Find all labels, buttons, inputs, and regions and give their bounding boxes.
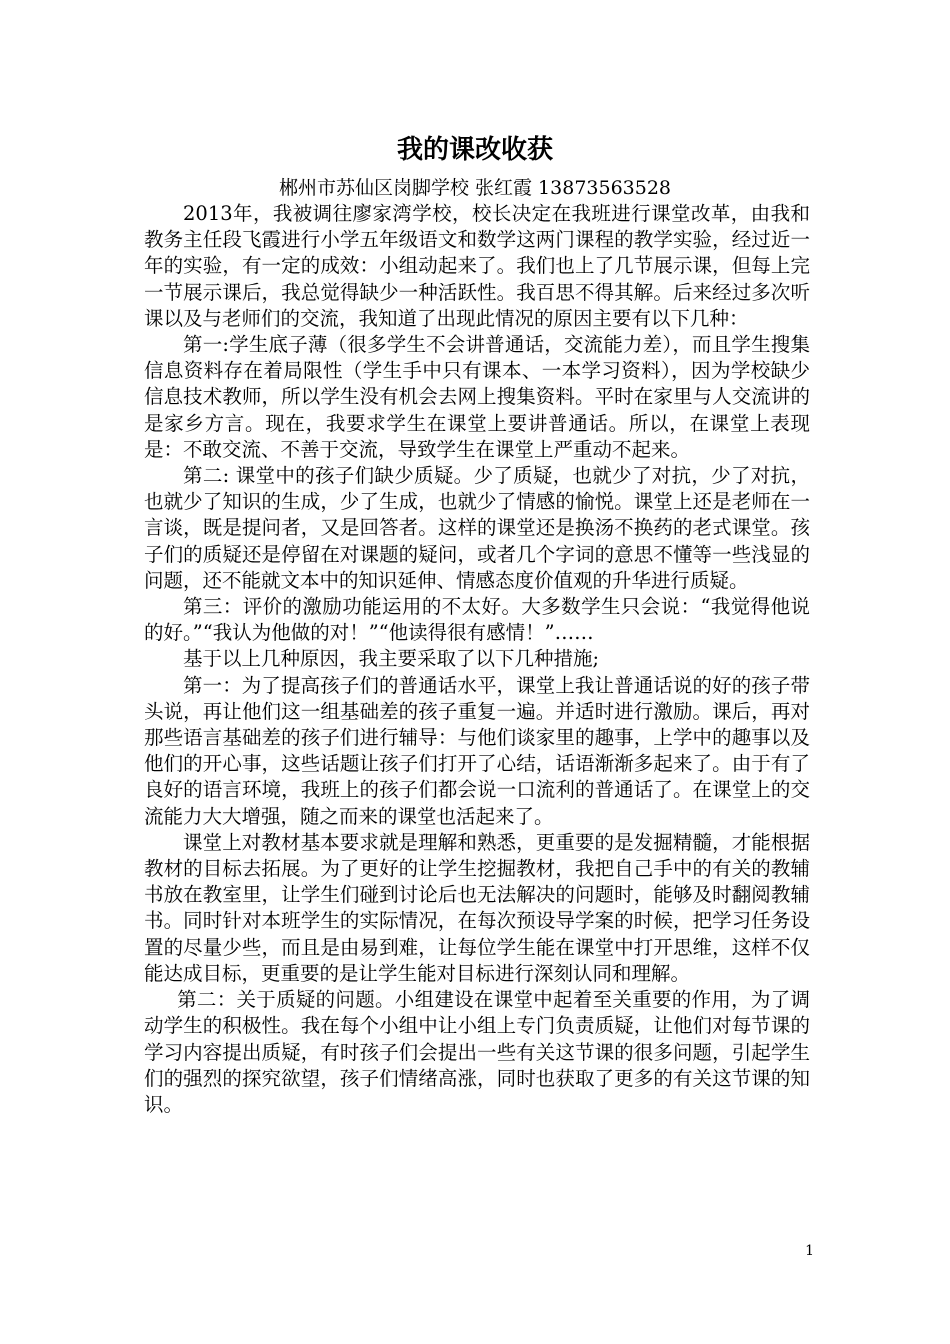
paragraph: 基于以上几种原因，我主要采取了以下几种措施; bbox=[183, 647, 600, 671]
document-title: 我的课改收获 bbox=[396, 135, 553, 165]
paragraph: 第二：关于质疑的问题。小组建设在课堂中起着至关重要的作用，为了调动学生的积极性。我在每个小组中让小组上专门负责质疑，让他们对每节课的学习内容提出质疑，有时孩子们会提出一些有关这节课的很多问题，引起学生们的强烈的探究欲望，孩子们情绪高涨，同时也获取了更多的有关这节课的知识。 bbox=[144, 988, 810, 1116]
paragraph: 第二: 课堂中的孩子们缺少质疑。少了质疑，也就少了对抗，少了对抗，也就少了知识的生成，少了生成，也就少了情感的愉悦。课堂上还是老师在一言谈，既是提问者，又是回答者。这样的课堂还是换汤不换药的老式课堂。孩子们的质疑还是停留在对课题的疑问，或者几个字词的意思不懂等一些浅显的问题，还不能就文本中的知识延伸、情感态度价值观的升华进行质疑。 bbox=[144, 464, 810, 592]
paragraph: 2013年，我被调往廖家湾学校，校长决定在我班进行课堂改革，由我和教务主任段飞霞进行小学五年级语文和数学这两门课程的教学实验，经过近一年的实验，有一定的成效：小组动起来了。我们也上了几节展示课，但每上完一节展示课后，我总觉得缺少一种活跃性。我百思不得其解。后来经过多次听课以及与老师们的交流，我知道了出现此情况的原因主要有以下几种： bbox=[144, 202, 810, 330]
paragraph: 第三：评价的激励功能运用的不太好。大多数学生只会说：“我觉得他说的好。”“我认为他做的对！”“他读得很有感情！”…… bbox=[144, 595, 810, 645]
page-number: 1 bbox=[805, 1243, 814, 1259]
document-body bbox=[144, 201, 810, 1118]
paragraph: 第一:学生底子薄（很多学生不会讲普通话，交流能力差），而且学生搜集信息资料存在着局限性（学生手中只有课本、一本学习资料），因为学校缺少信息技术教师，所以学生没有机会去网上搜集资料。平时在家里与人交流讲的是家乡方言。现在，我要求学生在课堂上要讲普通话。所以，在课堂上表现是：不敢交流、不善于交流，导致学生在课堂上严重动不起来。 bbox=[144, 333, 810, 461]
author-line: 郴州市苏仙区岗脚学校 张红霞 13873563528 bbox=[278, 177, 672, 199]
paragraph: 课堂上对教材基本要求就是理解和熟悉，更重要的是发掘精髓，才能根据教材的目标去拓展。为了更好的让学生挖掘教材，我把自己手中的有关的教辅书放在教室里，让学生们碰到讨论后也无法解决的问题时，能够及时翻阅教辅书。同时针对本班学生的实际情况，在每次预设导学案的时候，把学习任务设置的尽量少些，而且是由易到难，让每位学生能在课堂中打开思维，这样不仅能达成目标，更重要的是让学生能对目标进行深刻认同和理解。 bbox=[144, 830, 810, 985]
paragraph: 第一：为了提高孩子们的普通话水平，课堂上我让普通话说的好的孩子带头说，再让他们这一组基础差的孩子重复一遍。并适时进行激励。课后，再对那些语言基础差的孩子们进行辅导：与他们谈家里的趣事，上学中的趣事以及他们的开心事，这些话题让孩子们打开了心结，话语渐渐多起来了。由于有了良好的语言环境，我班上的孩子们都会说一口流利的普通话了。在课堂上的交流能力大大增强，随之而来的课堂也活起来了。 bbox=[144, 673, 810, 828]
